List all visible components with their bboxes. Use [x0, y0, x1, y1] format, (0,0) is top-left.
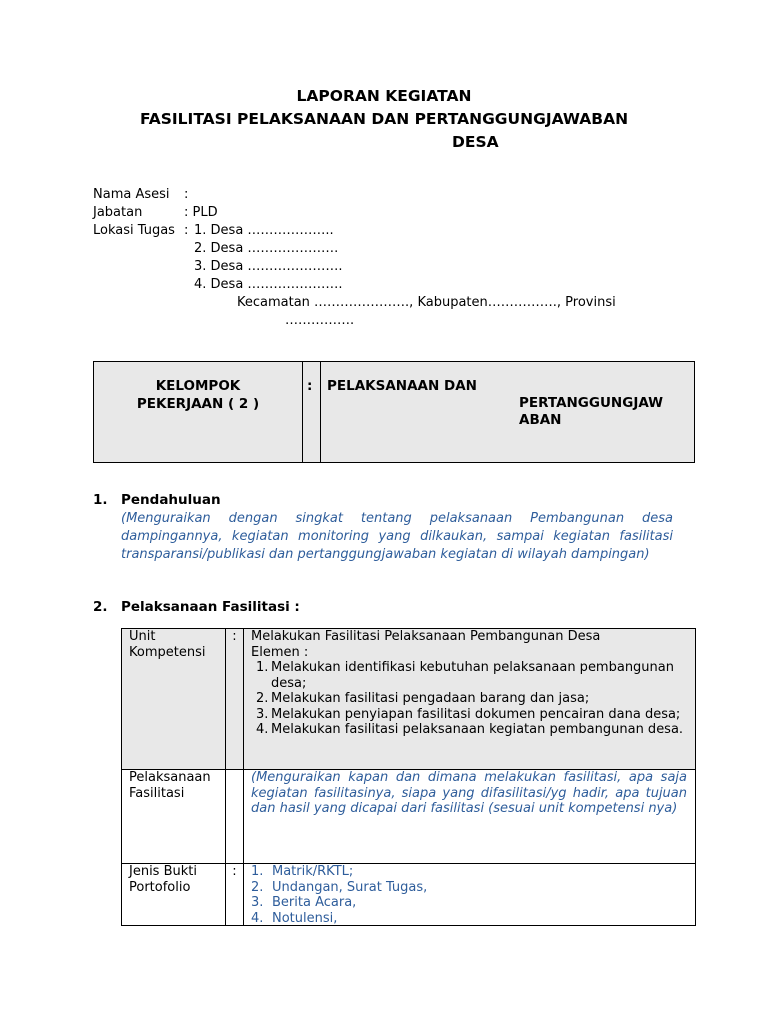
jabatan-label: Jabatan — [93, 205, 143, 220]
pelaksanaan-line3: ABAN — [519, 412, 562, 428]
list-item: 3. Berita Acara, — [251, 895, 357, 910]
kelompok-colon-cell — [302, 362, 321, 462]
unit-colon: : — [226, 629, 244, 769]
list-item: 2. Undangan, Surat Tugas, — [251, 879, 428, 895]
bukti-label-line1: Jenis Bukti — [129, 864, 197, 879]
unit-label-line2: Kompetensi — [129, 645, 206, 660]
jenis-bukti-row — [122, 864, 695, 925]
list-item: 4. Notulensi, — [251, 910, 338, 926]
list-item: 1. Matrik/RKTL; — [251, 864, 354, 879]
list-item: 1. Melakukan identifikasi kebutuhan pelaksanaan pembangunan desa; — [256, 660, 674, 691]
list-item: 2. Melakukan fasilitasi pengadaan barang dan jasa; — [256, 691, 590, 706]
desa-3: 3. Desa …………………. — [194, 259, 343, 274]
report-title: LAPORAN KEGIATAN — [296, 87, 472, 105]
elemen-list — [251, 660, 687, 738]
pelaksanaan-line2: PERTANGGUNGJAW — [519, 395, 664, 411]
pelaksanaan-fasilitasi-row — [122, 770, 695, 864]
nama-asesi-label: Nama Asesi — [93, 187, 170, 202]
kelompok-line2: PEKERJAAN ( 2 ) — [136, 396, 260, 412]
section1-heading: Pendahuluan — [121, 492, 221, 508]
section2-heading: Pelaksanaan Fasilitasi : — [121, 599, 300, 615]
bukti-label-line2: Portofolio — [129, 880, 191, 895]
bukti-list — [251, 864, 687, 926]
section1-text: (Menguraikan dengan singkat tentang pelaksanaan Pembangunan desa dampingannya, kegiatan monitoring yang dilkaukan, sampai kegiatan fasilitasi transparansi/publikasi dan pertanggungjawaban kegiatan di wilayah dampingan) — [121, 511, 673, 562]
list-item: 4. Melakukan fasilitasi pelaksanaan kegiatan pembangunan desa. — [256, 722, 684, 737]
bukti-colon: : — [226, 864, 244, 925]
kelompok-pekerjaan-table — [93, 361, 695, 463]
jabatan-value: : PLD — [184, 205, 218, 220]
lokasi-tugas-label: Lokasi Tugas — [93, 223, 175, 238]
pelaksanaan-label — [122, 770, 226, 863]
unit-kompetensi-label — [122, 629, 226, 769]
unit-title: Melakukan Fasilitasi Pelaksanaan Pembangunan Desa — [251, 629, 601, 644]
report-subtitle-end: DESA — [452, 133, 499, 151]
pelaksanaan-label-line1: Pelaksanaan — [129, 770, 211, 785]
jenis-bukti-label — [122, 864, 226, 925]
desa-2: 2. Desa ………………… — [194, 241, 339, 256]
unit-label-line1: Unit — [129, 629, 156, 644]
jenis-bukti-content — [244, 864, 695, 925]
list-item: 3. Melakukan penyiapan fasilitasi dokumen pencairan dana desa; — [256, 706, 681, 722]
pelaksanaan-line1: PELAKSANAAN DAN — [327, 378, 477, 394]
pelaksanaan-label-line2: Fasilitasi — [129, 786, 185, 801]
section2-number: 2. — [93, 599, 108, 615]
provinsi-dots: ……………. — [285, 313, 355, 328]
lokasi-tugas-colon: : — [184, 223, 189, 238]
kelompok-colon: : — [307, 378, 313, 394]
report-subtitle: FASILITASI PELAKSANAAN DAN PERTANGGUNGJAWABAN — [139, 110, 629, 128]
nama-asesi-colon: : — [184, 187, 189, 202]
kelompok-line1: KELOMPOK — [155, 378, 241, 394]
kecamatan-line: Kecamatan …………………., Kabupaten……………., Provinsi — [237, 295, 616, 310]
desa-4: 4. Desa …………………. — [194, 277, 343, 292]
section1-number: 1. — [93, 492, 108, 508]
pelaksanaan-fasilitasi-table — [121, 628, 696, 926]
pelaksanaan-text: (Menguraikan kapan dan dimana melakukan fasilitasi, apa saja kegiatan fasilitasinya, siapa yang difasilitasi/yg hadir, apa tujuan dan hasil yang dicapai dari fasilitasi (sesuai unit kompetensi nya) — [251, 770, 687, 816]
kelompok-cell — [94, 362, 303, 462]
elemen-label: Elemen : — [251, 644, 309, 660]
pelaksanaan-colon-cell — [226, 770, 244, 863]
unit-kompetensi-row — [122, 629, 695, 770]
desa-1: 1. Desa ……………….. — [194, 223, 334, 238]
unit-kompetensi-content — [244, 629, 695, 769]
